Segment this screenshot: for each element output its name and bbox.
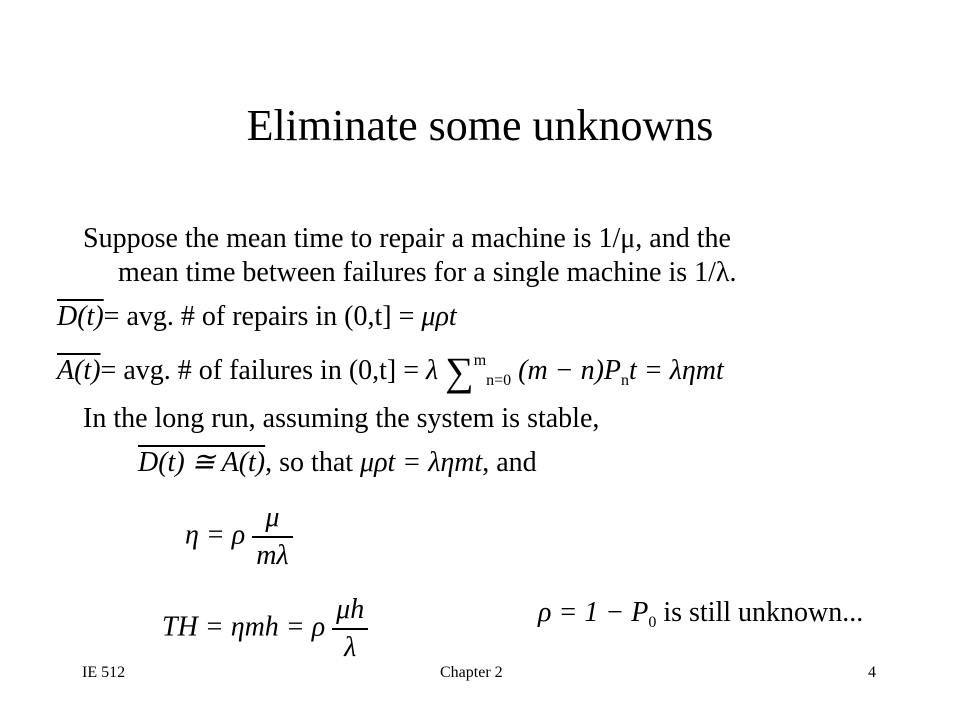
footer-chapter: Chapter 2 (440, 664, 503, 681)
summation-lower: n=0 (486, 372, 512, 389)
equation-eta-fraction: $\frac{\mu}{m\lambda}$ (252, 500, 292, 574)
equation-failures-rhs: λ ∑$^m_{n=0}$ $(m - n)P_nt = \lambda\eta mt$ (426, 349, 724, 394)
slide-title: Eliminate some unknowns (246, 101, 714, 150)
equation-rho: $\rho = 1 - P_0$ is still unknown... (538, 597, 864, 631)
equation-approx-lhs: D(t) ≅ A(t) (138, 447, 266, 478)
equation-throughput (162, 592, 368, 666)
footer-course: IE 512 (82, 664, 126, 681)
equation-approx: D(t) ≅ A(t), so that μρt = ληmt, and (138, 447, 537, 478)
equation-eta-lhs: η = ρ (185, 519, 246, 551)
equation-throughput-fraction: $\frac{\mu h}{\lambda}$ (332, 592, 368, 666)
equation-throughput-lhs: TH = ηmh = ρ (162, 611, 326, 643)
equation-repairs-text: = avg. # of repairs in (0,t] = (103, 301, 422, 332)
paragraph-line-2: mean time between failures for a single machine is 1/λ. (118, 257, 737, 288)
equation-repairs-rhs: μρt (421, 301, 457, 332)
equation-failures-lhs: A(t) (57, 355, 101, 386)
equation-repairs-lhs: D(t) (57, 301, 104, 332)
paragraph-line-1: Suppose the mean time to repair a machine is 1/μ, and the (83, 223, 731, 254)
equation-eta (185, 500, 293, 574)
equation-failures-text: = avg. # of failures in (0,t] = (100, 355, 427, 386)
equation-repairs (57, 300, 457, 334)
summation-upper: m (473, 352, 487, 369)
long-run-text: In the long run, assuming the system is stable, (83, 403, 600, 434)
summation-symbol: ∑ (445, 349, 474, 394)
footer-page-number: 4 (868, 664, 876, 681)
equation-failures (57, 344, 724, 398)
